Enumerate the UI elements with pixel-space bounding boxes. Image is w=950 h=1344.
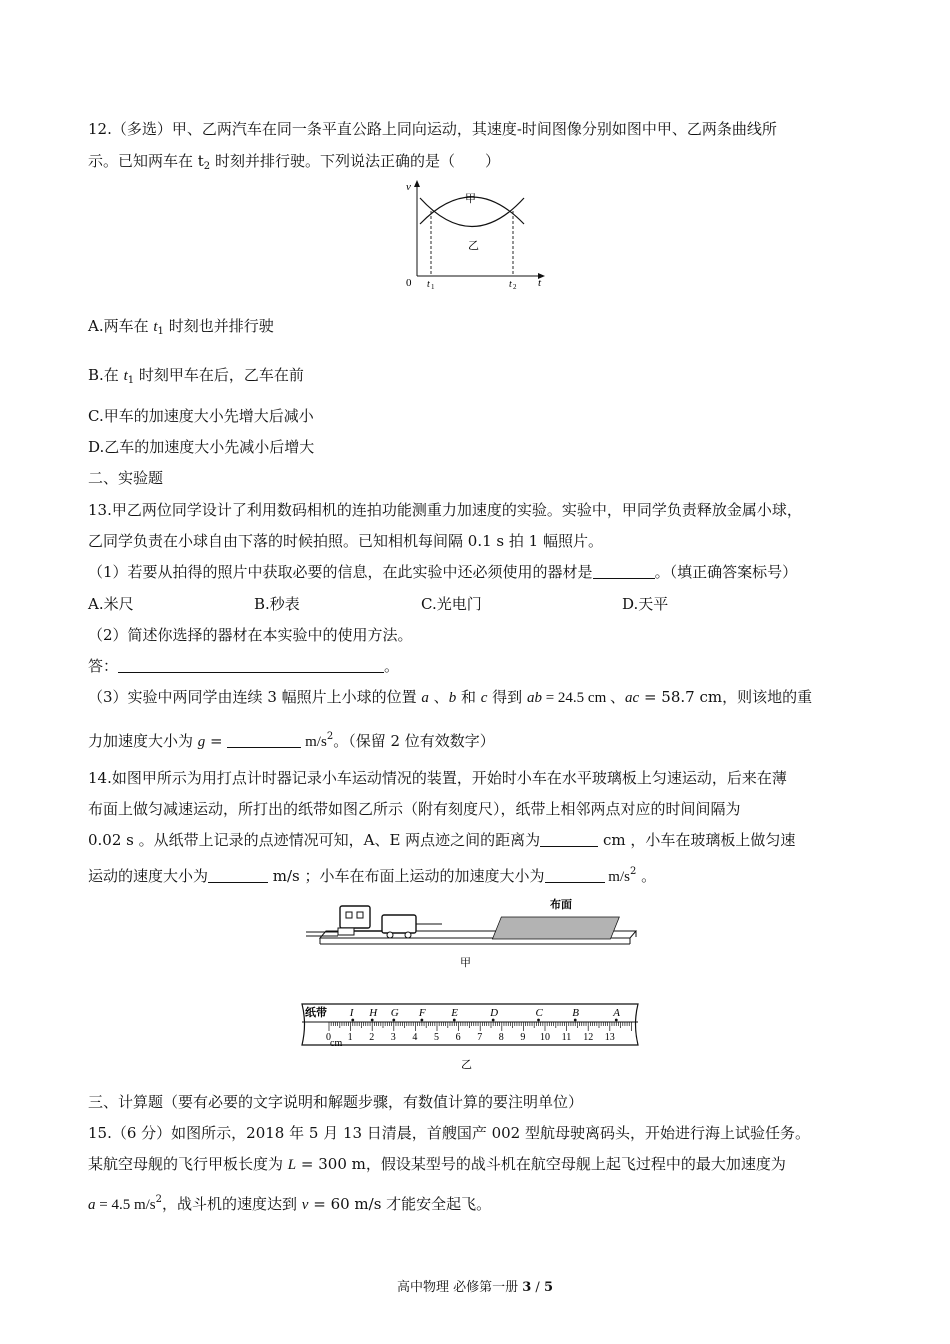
tape-dot [392,1019,395,1022]
timer [340,906,370,928]
q12-line2: 示。已知两车在 $t_2$ 时刻并排行驶。下列说法正确的是（ ） [88,152,500,172]
q13-option-d: D.天平 [622,595,669,613]
t1-sub: 1 [431,283,435,291]
curve-jia-label: 甲 [465,193,476,205]
tape-dot [453,1019,456,1022]
ruler-unit: cm [330,1038,343,1049]
tape-point-label: C [535,1007,543,1019]
q14-distance-blank[interactable] [540,830,598,847]
tape-point-label: A [613,1007,621,1019]
ruler-number: 3 [390,1032,396,1043]
q15-line3: a = 4.5 $m/s^2$，战斗机的速度达到 v = 60 m/s 才能安全起飞。 [88,1194,492,1213]
q14-line2: 布面上做匀减速运动，所打出的纸带如图乙所示（附有刻度尺），纸带上相邻两点对应的时间间隔为 [88,800,741,818]
tape-dot [351,1019,354,1022]
ruler-number: 0 [326,1032,331,1043]
fig-yi-caption: 乙 [461,1059,472,1071]
q12-option-d: D.乙车的加速度大小先减小后增大 [88,438,315,456]
tape-point-label: D [490,1007,499,1019]
ruler-number: 6 [455,1032,461,1043]
apparatus-figure [300,898,640,970]
t1-label: t [427,279,430,290]
q13-part2: （2）简述你选择的器材在本实验中的使用方法。 [88,626,413,644]
q13-part3-line2: 力加速度大小为 $g = m/s^2$。（保留 2 位有效数字） [88,731,495,750]
t2-sub: 2 [513,283,517,291]
tape-dot [492,1019,495,1022]
ruler-number: 10 [540,1032,550,1043]
q13-answer-blank[interactable] [118,656,384,673]
curve-yi-label: 乙 [468,240,479,252]
q14-accel-blank[interactable] [545,866,605,883]
tape-point-label: F [418,1007,426,1019]
q14-speed-blank[interactable] [208,866,268,883]
q13-answer-line: 答： 。 [88,657,400,675]
tape-point-label: E [451,1007,459,1019]
q15-line1: 15.（6 分）如图所示，2018 年 5 月 13 日清晨，首艘国产 002 型航母驶离码头，开始进行海上试验任务。 [88,1124,810,1142]
q12-line1: 12.（多选）甲、乙两汽车在同一条平直公路上同向运动，其速度-时间图像分别如图中甲、乙两条曲线所 [88,120,777,138]
q13-g-blank[interactable] [227,731,301,748]
tape-label: 纸带 [305,1007,327,1019]
vt-graph [400,180,550,290]
ruler-number: 1 [347,1032,353,1043]
q14-line4: 运动的速度大小为 m/s ；小车在布面上运动的加速度大小为 $m/s^2$ 。 [88,866,657,885]
tape-dot [371,1019,374,1022]
ruler-number: 11 [561,1032,572,1043]
ruler-number: 4 [412,1032,418,1043]
ruler-number: 8 [498,1032,504,1043]
q12-option-b: B.在 $t_1$ 时刻甲车在后，乙车在前 [88,366,304,386]
q13-part1-blank[interactable] [593,562,655,579]
q13-option-b: B.秒表 [254,595,300,613]
ruler-number: 2 [369,1032,375,1043]
tape-point-label: B [572,1007,579,1019]
tape-dot [420,1019,423,1022]
ruler-number: 5 [434,1032,439,1043]
v-axis-label: v [406,181,411,193]
ruler-number: 13 [604,1032,615,1043]
cart [382,915,416,933]
origin-label: 0 [406,277,412,289]
q13-part1: （1）若要从拍得的照片中获取必要的信息，在此实验中还必须使用的器材是 。（填正确答案标号） [88,563,798,581]
cloth-surface [492,917,619,939]
ruler-number: 12 [583,1032,594,1043]
q13-line2: 乙同学负责在小球自由下落的时候拍照。已知相机每间隔 0.1 s 拍 1 幅照片。 [88,532,603,550]
q12-option-a: A.两车在 $t_1$ 时刻也并排行驶 [88,317,274,337]
cloth-label: 布面 [550,899,572,911]
q14-line3: 0.02 s 。从纸带上记录的点迹情况可知，A、E 两点迹之间的距离为 cm ，小车在玻璃板上做匀速 [88,831,796,849]
tape-ruler-figure [298,996,648,1071]
q14-line1: 14.如图甲所示为用打点计时器记录小车运动情况的装置，开始时小车在水平玻璃板上匀速运动，后来在薄 [88,769,787,787]
tape-dot [615,1019,618,1022]
page-total: 5 [543,1280,553,1295]
q13-part3-line1: （3）实验中两同学由连续 3 幅照片上小球的位置 a 、b 和 c 得到 ab = 24.5 cm 、ac = 58.7 cm，则该地的重 [88,688,813,706]
t2-label: t [509,279,512,290]
q12-option-c: C.甲车的加速度大小先增大后减小 [88,407,314,425]
q13-option-c: C.光电门 [421,595,482,613]
q15-line2: 某航空母舰的飞行甲板长度为 L = 300 m，假设某型号的战斗机在航空母舰上起飞过程中的最大加速度为 [88,1155,786,1173]
tape-dot [574,1019,577,1022]
page-footer: 高中物理 必修第一册 3 / 5 [396,1280,553,1295]
page-number: 3 [522,1280,532,1295]
tape-point-label: H [369,1007,378,1019]
t-axis-label: t [538,277,542,289]
ruler-number: 9 [520,1032,526,1043]
section-calculation-title: 三、计算题（要有必要的文字说明和解题步骤，有数值计算的要注明单位） [88,1093,584,1111]
tape-point-label: G [390,1007,399,1019]
fig-jia-caption: 甲 [460,957,471,969]
tape-dot [537,1019,540,1022]
q13-option-a: A.米尺 [88,595,134,613]
q13-line1: 13.甲乙两位同学设计了利用数码相机的连拍功能测重力加速度的实验。实验中，甲同学负责释放金属小球， [88,501,802,519]
ruler-number: 7 [477,1032,483,1043]
section-experiment-title: 二、实验题 [88,469,164,487]
tape-point-label: I [349,1007,354,1019]
